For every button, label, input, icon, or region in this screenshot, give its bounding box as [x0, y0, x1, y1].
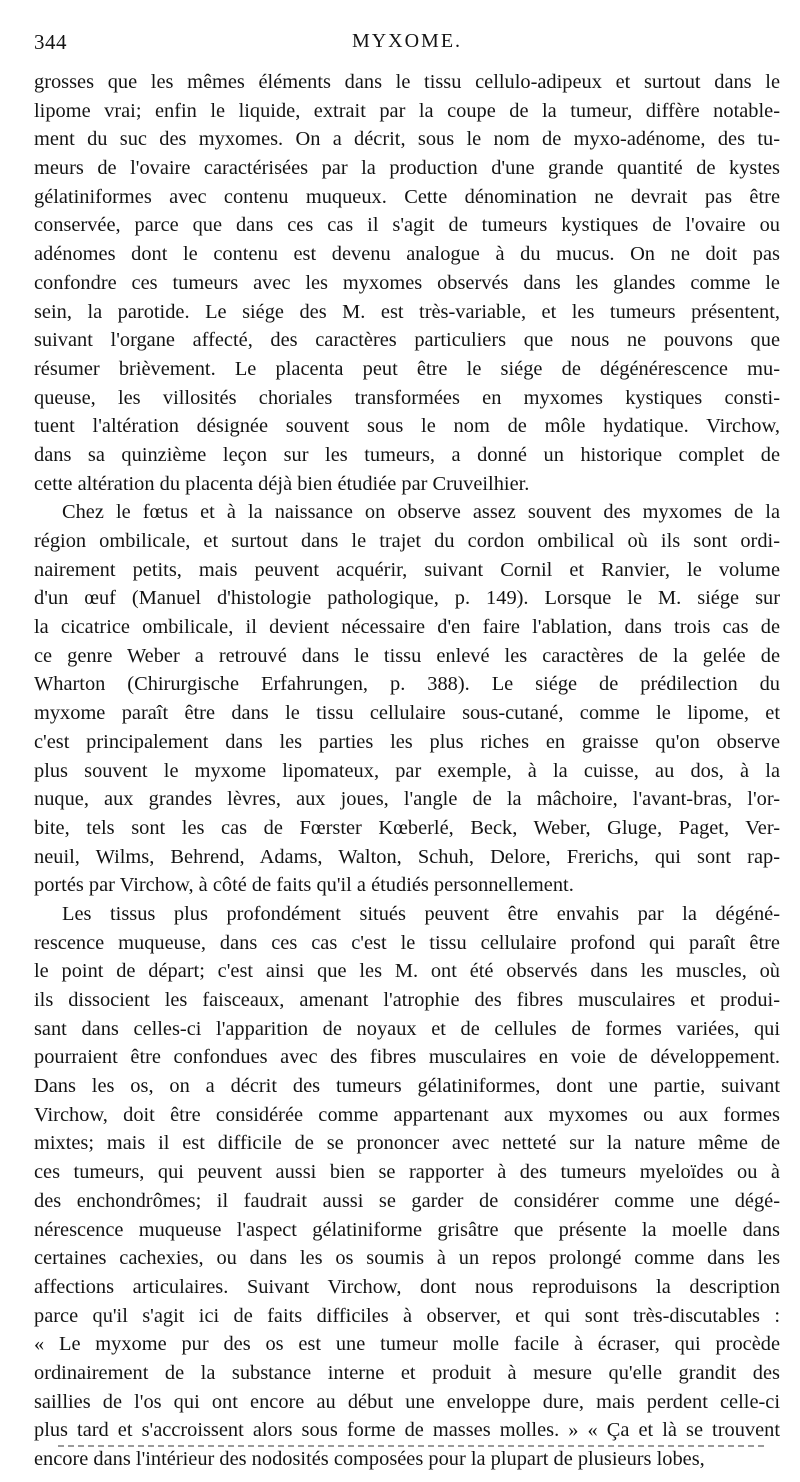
paragraph	[34, 68, 780, 498]
text-line: encore dans l'intérieur des nodosités composées pour la plupart de plusieurs lobes,	[34, 1448, 705, 1470]
text-line: portés par Virchow, à côté de faits qu'il a étudiés personnellement.	[34, 874, 574, 897]
text-line: queuse, les villosités choriales transformées en myxomes kystiques consti-	[34, 386, 780, 409]
text-line: conservée, parce que dans ces cas il s'agit de tumeurs kystiques de l'ovaire ou	[34, 214, 780, 237]
text-line: sein, la parotide. Le siége des M. est très-variable, et les tumeurs présentent,	[34, 300, 780, 323]
text-line: saillies de l'os qui ont encore au début une enveloppe dure, mais perdent celle-ci	[34, 1390, 780, 1413]
text-line: Les tissus plus profondément situés peuvent être envahis par la dégéné-	[62, 902, 780, 925]
text-line: suivant l'organe affecté, des caractères particuliers que nous ne pouvons que	[34, 329, 780, 352]
text-line: dans sa quinzième leçon sur les tumeurs, a donné un historique complet de	[34, 443, 780, 466]
text-line: lipome vrai; enfin le liquide, extrait par la coupe de la tumeur, diffère notable-	[34, 99, 780, 122]
text-line: résumer brièvement. Le placenta peut être le siége de dégénérescence mu-	[34, 357, 780, 380]
paragraph	[34, 900, 780, 1474]
text-line: nérescence muqueuse l'aspect gélatiniforme grisâtre que présente la moelle dans	[34, 1218, 780, 1241]
text-line: le point de départ; c'est ainsi que les M. ont été observés dans les muscles, où	[34, 960, 780, 983]
text-line: Virchow, doit être considérée comme appartenant aux myxomes ou aux formes	[34, 1103, 780, 1126]
text-line: confondre ces tumeurs avec les myxomes observés dans les glandes comme le	[34, 271, 780, 294]
text-line: des enchondrômes; il faudrait aussi se garder de considérer comme une dégé-	[34, 1189, 780, 1212]
text-line: gélatiniformes avec contenu muqueux. Cette dénomination ne devrait pas être	[34, 185, 780, 208]
text-line: ce genre Weber a retrouvé dans le tissu enlevé les caractères de la gelée de	[34, 644, 780, 667]
text-line: rescence muqueuse, dans ces cas c'est le tissu cellulaire profond qui paraît être	[34, 931, 780, 954]
text-line: Chez le fœtus et à la naissance on observe assez souvent des myxomes de la	[62, 501, 780, 524]
text-line: neuil, Wilms, Behrend, Adams, Walton, Schuh, Delore, Frerichs, qui sont rap-	[34, 845, 780, 868]
text-line: ces tumeurs, qui peuvent aussi bien se rapporter à des tumeurs myeloïdes ou à	[34, 1161, 780, 1184]
text-line: certaines cachexies, ou dans les os soumis à un repos prolongé comme dans les	[34, 1247, 780, 1270]
text-line: Wharton (Chirurgische Erfahrungen, p. 388). Le siége de prédilection du	[34, 673, 780, 696]
text-line: mixtes; mais il est difficile de se prononcer avec netteté sur la nature même de	[34, 1132, 780, 1155]
footer-rule	[58, 1445, 764, 1447]
text-line: Dans les os, on a décrit des tumeurs gélatiniformes, dont une partie, suivant	[34, 1075, 780, 1098]
text-line: tuent l'altération désignée souvent sous le nom de môle hydatique. Virchow,	[34, 415, 780, 438]
paragraph	[34, 498, 780, 900]
text-line: myxome paraît être dans le tissu cellulaire sous-cutané, comme le lipome, et	[34, 702, 780, 725]
text-line: ordinairement de la substance interne et produit à mesure qu'elle grandit des	[34, 1361, 780, 1384]
text-line: plus tard et s'accroissent alors sous forme de masses molles. » « Ça et là se trouvent	[34, 1419, 780, 1442]
text-line: bite, tels sont les cas de Fœrster Kœberlé, Beck, Weber, Gluge, Paget, Ver-	[34, 816, 780, 839]
page-number: 344	[34, 30, 67, 54]
body-text	[34, 68, 780, 1474]
text-line: grosses que les mêmes éléments dans le tissu cellulo-adipeux et surtout dans le	[34, 71, 780, 93]
text-line: nairement petits, mais peuvent acquérir, suivant Cornil et Ranvier, le volume	[34, 558, 780, 581]
text-line: adénomes dont le contenu est devenu analogue à du mucus. On ne doit pas	[34, 243, 780, 266]
text-line: plus souvent le myxome lipomateux, par exemple, à la cuisse, au dos, à la	[34, 759, 780, 782]
text-line: sant dans celles-ci l'apparition de noyaux et de cellules de formes variées, qui	[34, 1017, 780, 1040]
running-head: MYXOME.	[351, 30, 463, 52]
text-line: nuque, aux grandes lèvres, aux joues, l'angle de la mâchoire, l'avant-bras, l'or-	[34, 788, 780, 811]
text-line: ils dissocient les faisceaux, amenant l'atrophie des fibres musculaires et produi-	[34, 989, 780, 1011]
text-line: parce qu'il s'agit ici de faits difficiles à observer, et qui sont très-discutables :	[34, 1304, 780, 1327]
text-line: cette altération du placenta déjà bien étudiée par Cruveilhier.	[34, 472, 530, 495]
text-line: région ombilicale, et surtout dans le trajet du cordon ombilical où ils sont ordi-	[34, 530, 780, 552]
page-header	[34, 30, 780, 60]
text-line: pourraient être confondues avec des fibres musculaires en voie de développement.	[34, 1046, 780, 1069]
text-line: « Le myxome pur des os est une tumeur molle facile à écraser, qui procède	[34, 1333, 780, 1356]
text-line: ment du suc des myxomes. On a décrit, sous le nom de myxo-adénome, des tu-	[34, 128, 780, 151]
text-line: c'est principalement dans les parties les plus riches en graisse qu'on observe	[34, 730, 780, 753]
text-line: la cicatrice ombilicale, il devient nécessaire d'en faire l'ablation, dans trois cas de	[34, 616, 780, 639]
text-line: meurs de l'ovaire caractérisées par la production d'une grande quantité de kystes	[34, 157, 780, 180]
text-line: affections articulaires. Suivant Virchow, dont nous reproduisons la description	[34, 1275, 780, 1298]
text-line: d'un œuf (Manuel d'histologie pathologique, p. 149). Lorsque le M. siége sur	[34, 587, 780, 610]
